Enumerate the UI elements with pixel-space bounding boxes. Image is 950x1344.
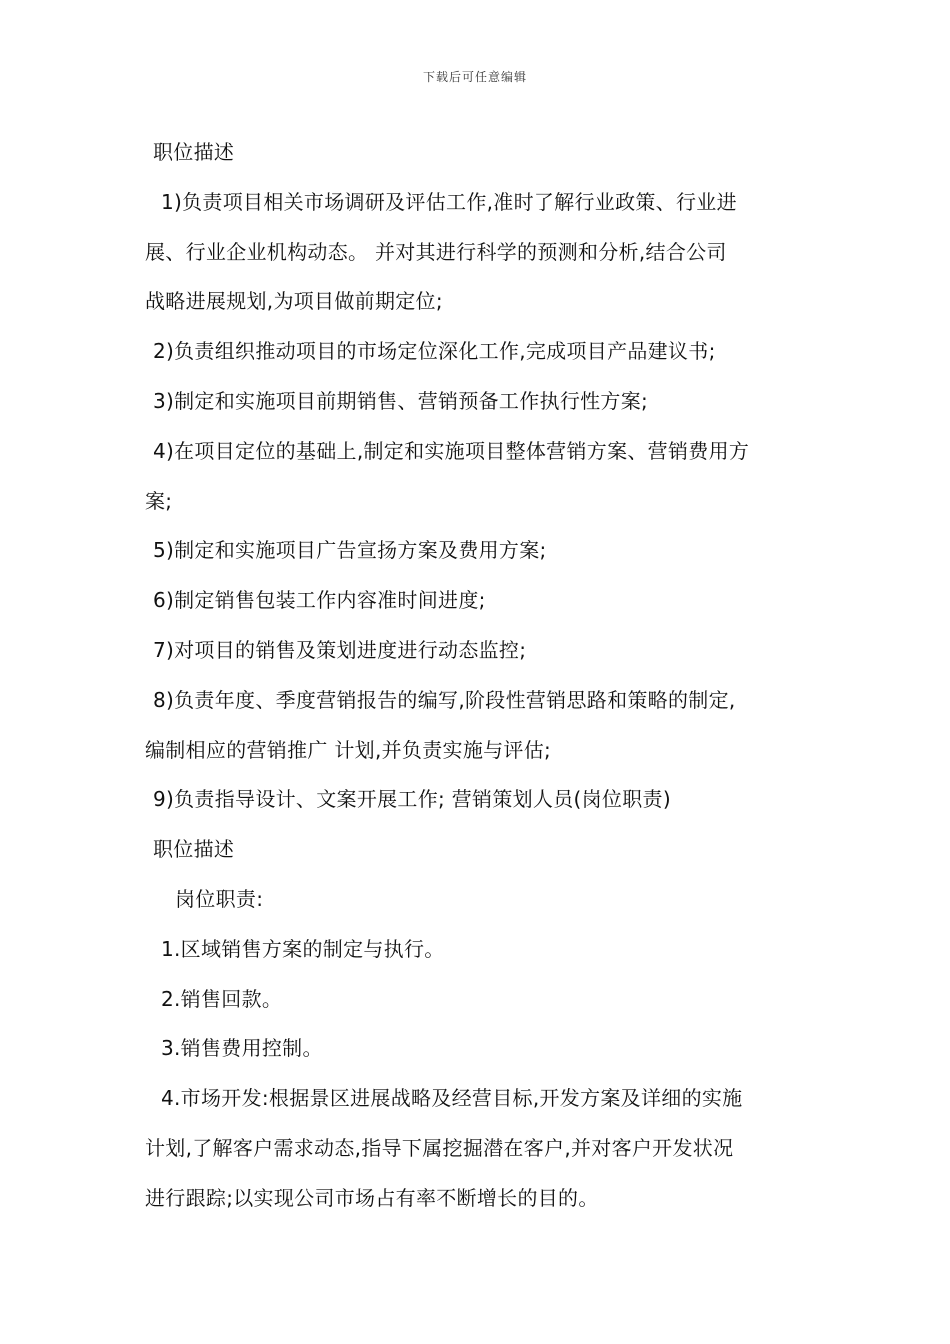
paragraph-line: 展、行业企业机构动态。 并对其进行科学的预测和分析,结合公司 xyxy=(145,239,727,264)
paragraph-line: 案; xyxy=(145,488,173,513)
paragraph-line: 4)在项目定位的基础上,制定和实施项目整体营销方案、营销费用方 xyxy=(153,438,750,463)
paragraph-line: 5)制定和实施项目广告宣扬方案及费用方案; xyxy=(153,538,547,563)
paragraph-line: 职位描述 xyxy=(153,837,235,862)
paragraph-line: 3.销售费用控制。 xyxy=(161,1036,323,1061)
paragraph-line: 编制相应的营销推广 计划,并负责实施与评估; xyxy=(145,737,552,762)
paragraph-line: 9)负责指导设计、文案开展工作; 营销策划人员(岗位职责) xyxy=(153,787,671,812)
paragraph-line: 战略进展规划,为项目做前期定位; xyxy=(145,289,443,314)
paragraph-line: 进行跟踪;以实现公司市场占有率不断增长的目的。 xyxy=(145,1185,599,1210)
paragraph-line: 1.区域销售方案的制定与执行。 xyxy=(161,936,445,961)
paragraph-line: 2.销售回款。 xyxy=(161,986,283,1011)
paragraph-line: 计划,了解客户需求动态,指导下属挖掘潜在客户,并对客户开发状况 xyxy=(145,1135,734,1160)
header-note: 下载后可任意编辑 xyxy=(422,70,527,84)
paragraph-line: 7)对项目的销售及策划进度进行动态监控; xyxy=(153,637,527,662)
paragraph-line: 2)负责组织推动项目的市场定位深化工作,完成项目产品建议书; xyxy=(153,339,716,364)
paragraph-line: 4.市场开发:根据景区进展战略及经营目标,开发方案及详细的实施 xyxy=(161,1086,743,1111)
paragraph-line: 岗位职责: xyxy=(175,886,264,911)
document-body xyxy=(145,128,810,1224)
paragraph-line: 1)负责项目相关市场调研及评估工作,准时了解行业政策、行业进 xyxy=(161,189,737,214)
paragraph-line: 8)负责年度、季度营销报告的编写,阶段性营销思路和策略的制定, xyxy=(153,687,736,712)
paragraph-line: 职位描述 xyxy=(153,140,235,164)
paragraph-line: 3)制定和实施项目前期销售、营销预备工作执行性方案; xyxy=(153,388,649,413)
paragraph-line: 6)制定销售包装工作内容准时间进度; xyxy=(153,588,486,613)
